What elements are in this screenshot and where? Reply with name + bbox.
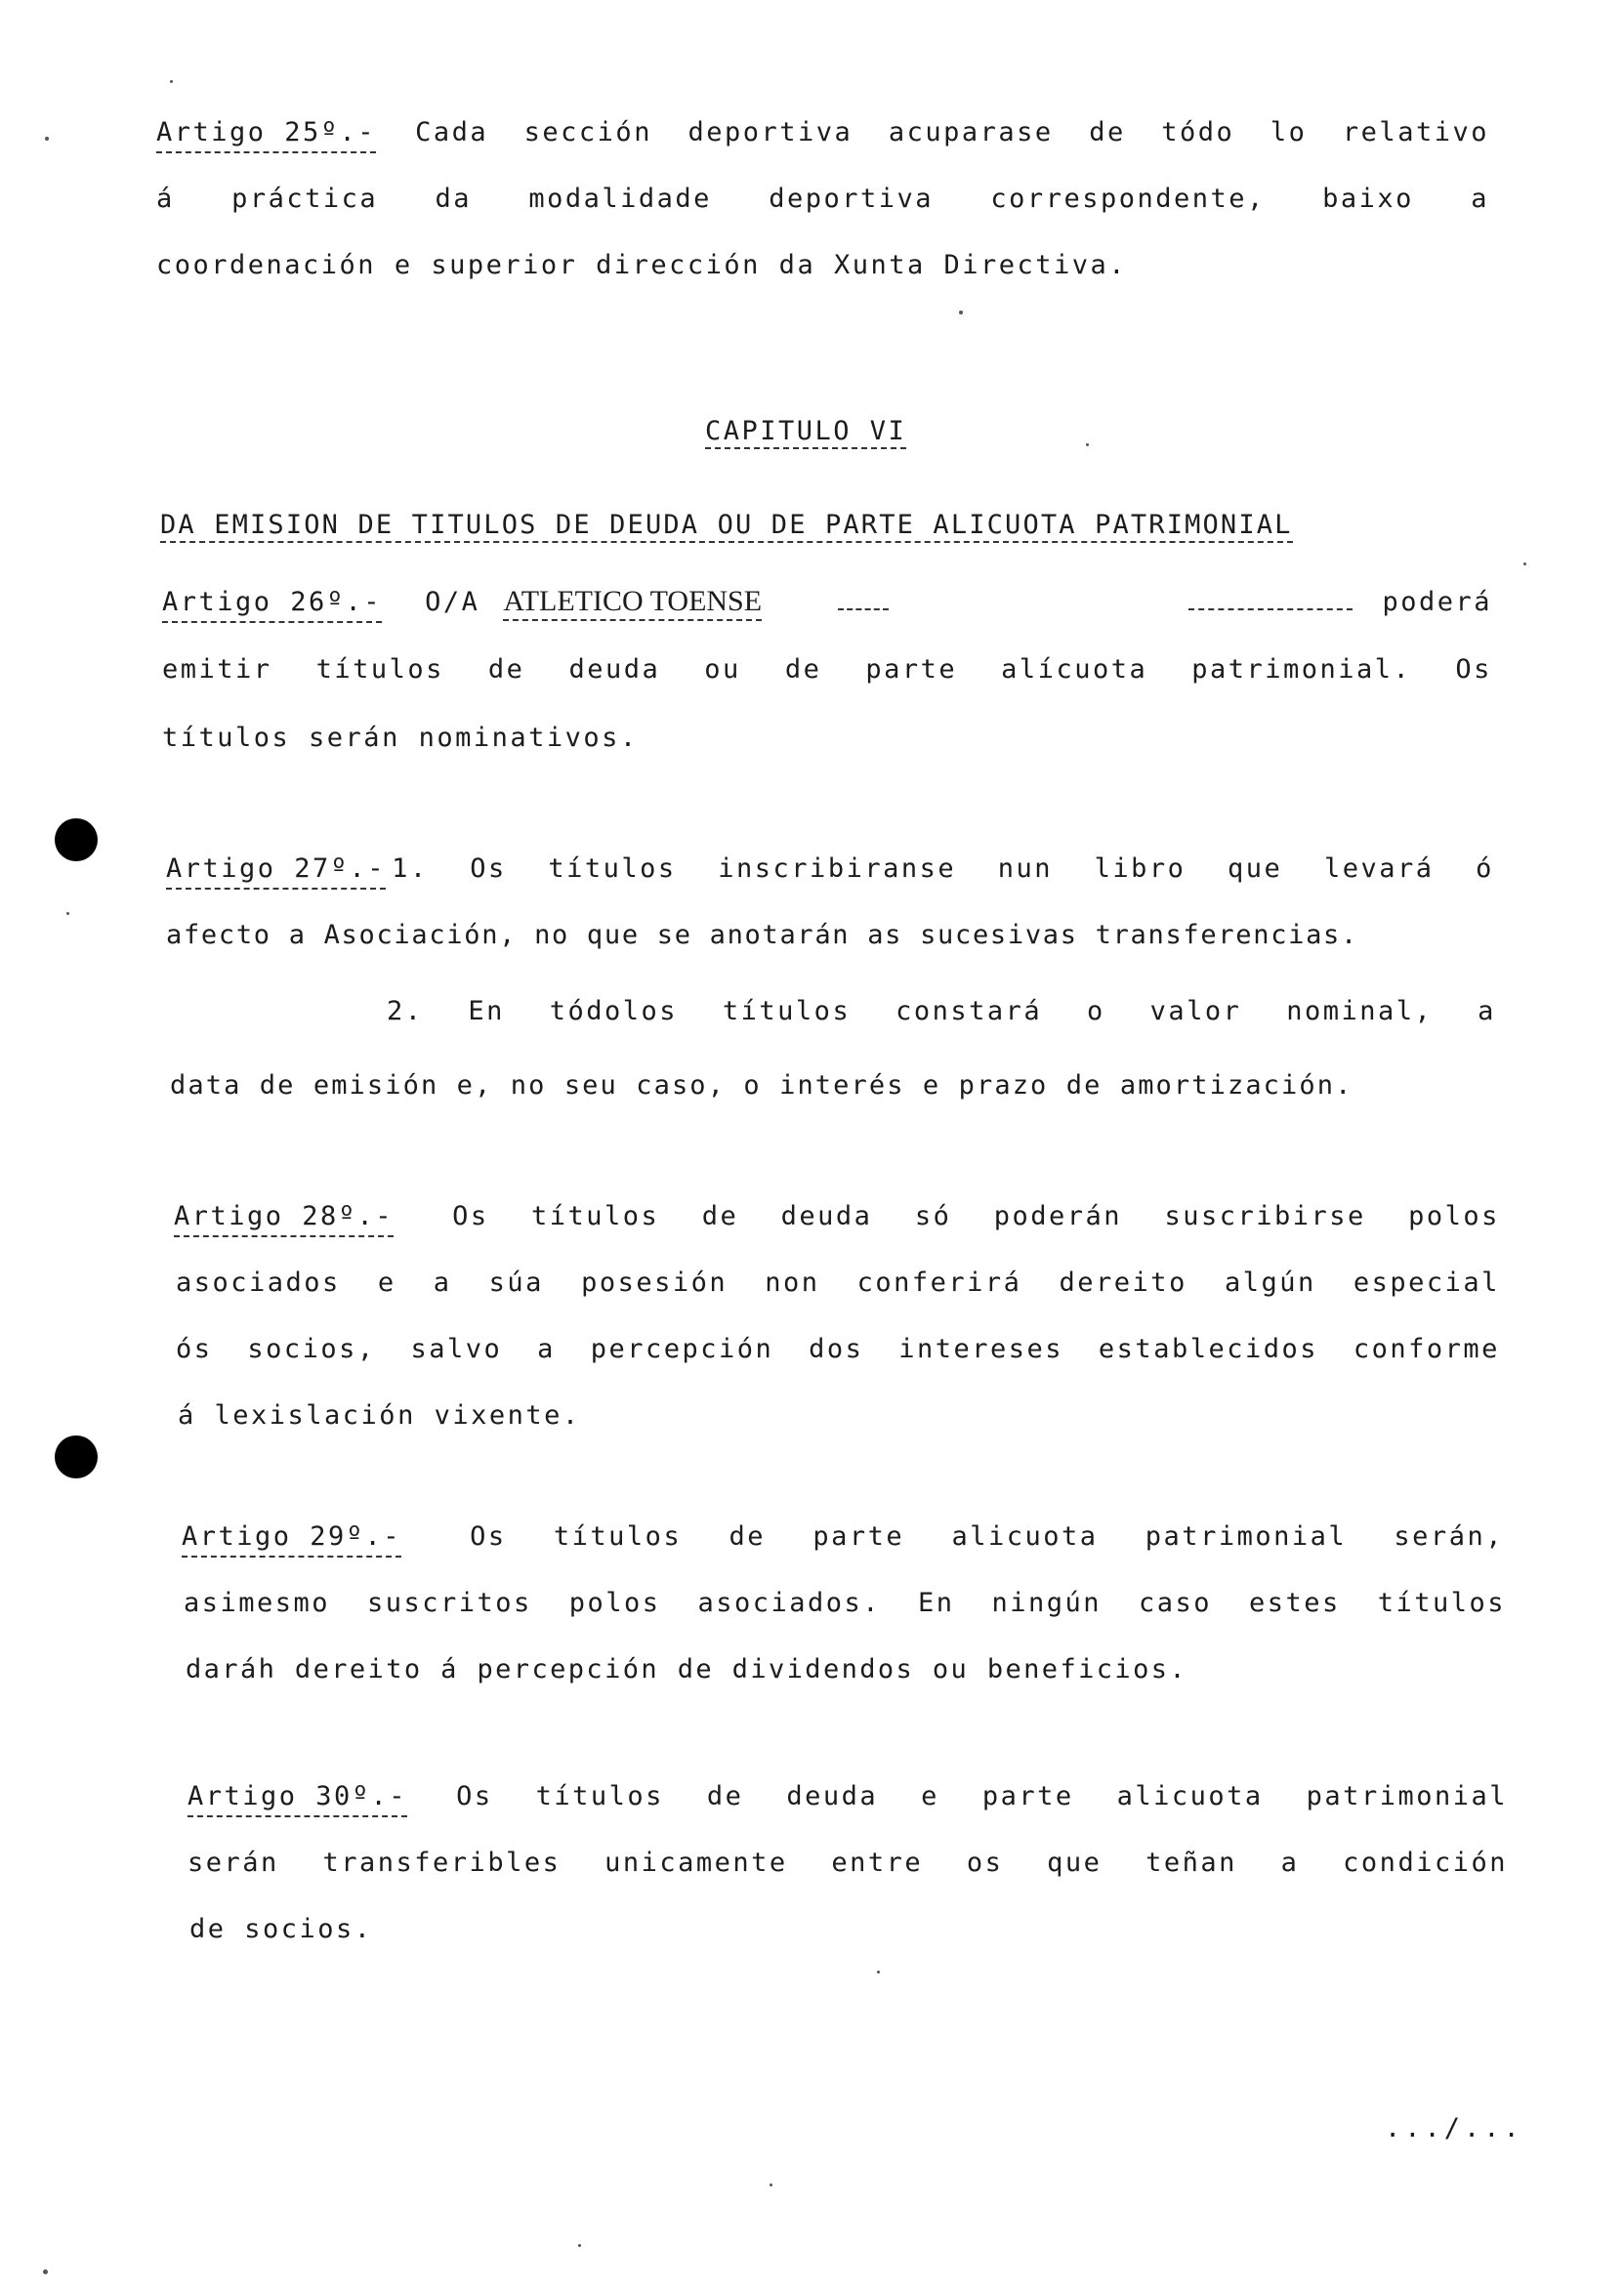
word: dos — [809, 1334, 864, 1364]
art29-label: Artigo 29º.- — [182, 1519, 401, 1558]
word: suscritos — [367, 1588, 532, 1618]
word: baixo — [1322, 184, 1414, 214]
word: En — [918, 1588, 955, 1618]
word: 2. — [387, 996, 424, 1026]
word: títulos — [315, 654, 444, 685]
word: posesión — [581, 1268, 729, 1298]
scan-speck — [578, 2244, 581, 2247]
word: Os — [452, 1201, 489, 1231]
word: tódo — [1161, 117, 1235, 147]
word: deuda — [786, 1781, 879, 1811]
word: estes — [1248, 1588, 1341, 1618]
word: percepción — [590, 1334, 774, 1364]
word: títulos — [553, 1521, 683, 1552]
word: non — [765, 1268, 820, 1298]
word: caso — [1138, 1588, 1213, 1618]
word: de — [1089, 117, 1126, 147]
word: acuparase — [888, 117, 1054, 147]
word: alicuota — [951, 1521, 1099, 1552]
word: entre — [831, 1848, 924, 1878]
word: ós — [176, 1334, 213, 1364]
word: o — [1086, 996, 1105, 1026]
word: títulos — [531, 1201, 660, 1231]
word: ó — [1476, 853, 1494, 884]
word: patrimonial — [1306, 1781, 1508, 1811]
scan-speck — [1523, 562, 1526, 565]
art29-line2 — [184, 1586, 1506, 1621]
scan-speck — [45, 137, 49, 141]
word: intereses — [898, 1334, 1064, 1364]
art30-words1 — [456, 1779, 1508, 1817]
word: asociados. — [697, 1588, 882, 1618]
word: inscribiranse — [718, 853, 957, 884]
word: 1. — [392, 853, 429, 884]
word: levará — [1323, 853, 1435, 884]
word: patrimonial — [1145, 1521, 1348, 1552]
art28-words1 — [452, 1199, 1500, 1237]
chapter-title — [705, 414, 906, 449]
word: de — [784, 654, 822, 685]
word: patrimonial. — [1191, 654, 1412, 685]
chapter-subtitle-text: DA EMISION DE TITULOS DE DEUDA OU DE PARTE ALICUOTA PATRIMONIAL — [160, 510, 1293, 543]
scan-speck — [877, 1971, 880, 1974]
word: títulos — [535, 1781, 664, 1811]
word: asimesmo — [184, 1588, 331, 1618]
word: a — [433, 1268, 452, 1298]
scan-speck — [170, 80, 173, 83]
word: alícuota — [1001, 654, 1148, 685]
art28-line1 — [174, 1199, 1500, 1237]
art27-line1 — [166, 852, 1494, 890]
scan-speck — [770, 2183, 772, 2186]
word: deportiva — [769, 184, 935, 214]
binder-hole-bottom — [55, 1435, 98, 1478]
art30-line2 — [187, 1846, 1508, 1881]
word: libro — [1094, 853, 1187, 884]
word: socios, — [247, 1334, 376, 1364]
word: valor — [1149, 996, 1242, 1026]
word: serán, — [1394, 1521, 1504, 1552]
word: deuda — [780, 1201, 873, 1231]
art28-label: Artigo 28º.- — [174, 1199, 394, 1237]
word: e — [377, 1268, 396, 1298]
art26-line3: títulos serán nominativos. — [162, 723, 639, 753]
art28-line4: á lexislación vixente. — [178, 1400, 581, 1431]
word: tódolos — [549, 996, 679, 1026]
art25-line3: coordenación e superior dirección da Xunta Directiva. — [156, 250, 1128, 280]
art26-suffix: poderá — [1382, 587, 1492, 617]
word: Cada — [415, 117, 489, 147]
chapter-title-text: CAPITULO VI — [705, 416, 906, 449]
word: a — [1471, 184, 1489, 214]
word: condición — [1343, 1848, 1508, 1878]
art25-words1 — [415, 115, 1489, 153]
word: sección — [523, 117, 652, 147]
word: conferirá — [856, 1268, 1022, 1298]
word: a — [1478, 996, 1496, 1026]
word: parte — [865, 654, 958, 685]
word: á — [156, 184, 175, 214]
art29-words1 — [470, 1519, 1504, 1558]
word: ou — [704, 654, 741, 685]
scan-speck — [43, 2269, 48, 2274]
continuation-mark: .../... — [1385, 2113, 1523, 2143]
art26-blank-2 — [1188, 587, 1353, 610]
word: só — [914, 1201, 952, 1231]
word: da — [435, 184, 473, 214]
word: correspondente, — [990, 184, 1266, 214]
art25-line1 — [156, 115, 1489, 153]
word: a — [537, 1334, 556, 1364]
word: a — [1280, 1848, 1300, 1878]
word: unicamente — [604, 1848, 788, 1878]
word: alicuota — [1116, 1781, 1264, 1811]
art26-blank-1 — [838, 587, 889, 610]
word: deportiva — [687, 117, 854, 147]
word: que — [1228, 853, 1283, 884]
art25-label: Artigo 25º.- — [156, 115, 376, 153]
art26-prefix: O/A — [425, 587, 480, 617]
word: Os — [1455, 654, 1492, 685]
word: e — [921, 1781, 939, 1811]
art27-line3 — [387, 994, 1496, 1029]
scan-speck — [959, 311, 963, 314]
word: polos — [568, 1588, 661, 1618]
word: nun — [997, 853, 1054, 884]
scan-speck — [1086, 443, 1089, 446]
word: serán — [187, 1848, 279, 1878]
word: especial — [1353, 1268, 1500, 1298]
word: súa — [488, 1268, 544, 1298]
word: Os — [470, 853, 507, 884]
art29-line1 — [182, 1519, 1504, 1558]
word: polos — [1408, 1201, 1500, 1231]
word: Os — [456, 1781, 493, 1811]
word: parte — [812, 1521, 905, 1552]
art27-line4: data de emisión e, no seu caso, o interés e prazo de amortización. — [170, 1070, 1353, 1101]
word: transferibles — [322, 1848, 562, 1878]
art26-label: Artigo 26º.- — [162, 585, 382, 623]
art26-line1 — [162, 584, 1492, 623]
art28-line2 — [176, 1266, 1500, 1301]
art28-line3 — [176, 1332, 1500, 1367]
word: relativo — [1342, 117, 1489, 147]
word: de — [487, 654, 525, 685]
word: modalidade — [528, 184, 712, 214]
art30-line1 — [187, 1779, 1508, 1817]
art26-line2 — [162, 652, 1492, 687]
word: salvo — [410, 1334, 503, 1364]
word: de — [729, 1521, 767, 1552]
word: ningún — [991, 1588, 1103, 1618]
word: nominal, — [1286, 996, 1434, 1026]
art26-entity-field: ATLETICO TOENSE — [503, 584, 762, 621]
word: práctica — [231, 184, 379, 214]
scan-speck — [66, 912, 69, 915]
chapter-subtitle — [160, 508, 1293, 543]
word: títulos — [1377, 1588, 1506, 1618]
word: os — [966, 1848, 1004, 1878]
art30-line3: de socios. — [189, 1914, 373, 1944]
binder-hole-top — [55, 818, 98, 861]
word: emitir — [162, 654, 272, 685]
word: títulos — [722, 996, 852, 1026]
word: parte — [981, 1781, 1074, 1811]
word: poderán — [993, 1201, 1123, 1231]
word: títulos — [548, 853, 677, 884]
word: constará — [895, 996, 1043, 1026]
word: lo — [1270, 117, 1308, 147]
art30-label: Artigo 30º.- — [187, 1779, 407, 1817]
word: que — [1047, 1848, 1103, 1878]
word: asociados — [176, 1268, 341, 1298]
word: En — [468, 996, 505, 1026]
word: de — [706, 1781, 744, 1811]
word: establecidos — [1098, 1334, 1318, 1364]
word: Os — [470, 1521, 507, 1552]
word: algún — [1224, 1268, 1316, 1298]
word: deuda — [568, 654, 661, 685]
art27-label: Artigo 27º.- — [166, 852, 386, 890]
word: suscribirse — [1164, 1201, 1366, 1231]
art25-line2 — [156, 182, 1489, 217]
art27-line2: afecto a Asociación, no que se anotarán as sucesivas transferencias. — [166, 920, 1358, 950]
art27-words1 — [392, 852, 1494, 890]
word: dereito — [1059, 1268, 1187, 1298]
word: conforme — [1353, 1334, 1500, 1364]
word: teñan — [1145, 1848, 1237, 1878]
art29-line3: daráh dereito á percepción de dividendos ou beneficios. — [186, 1654, 1188, 1684]
word: de — [701, 1201, 739, 1231]
